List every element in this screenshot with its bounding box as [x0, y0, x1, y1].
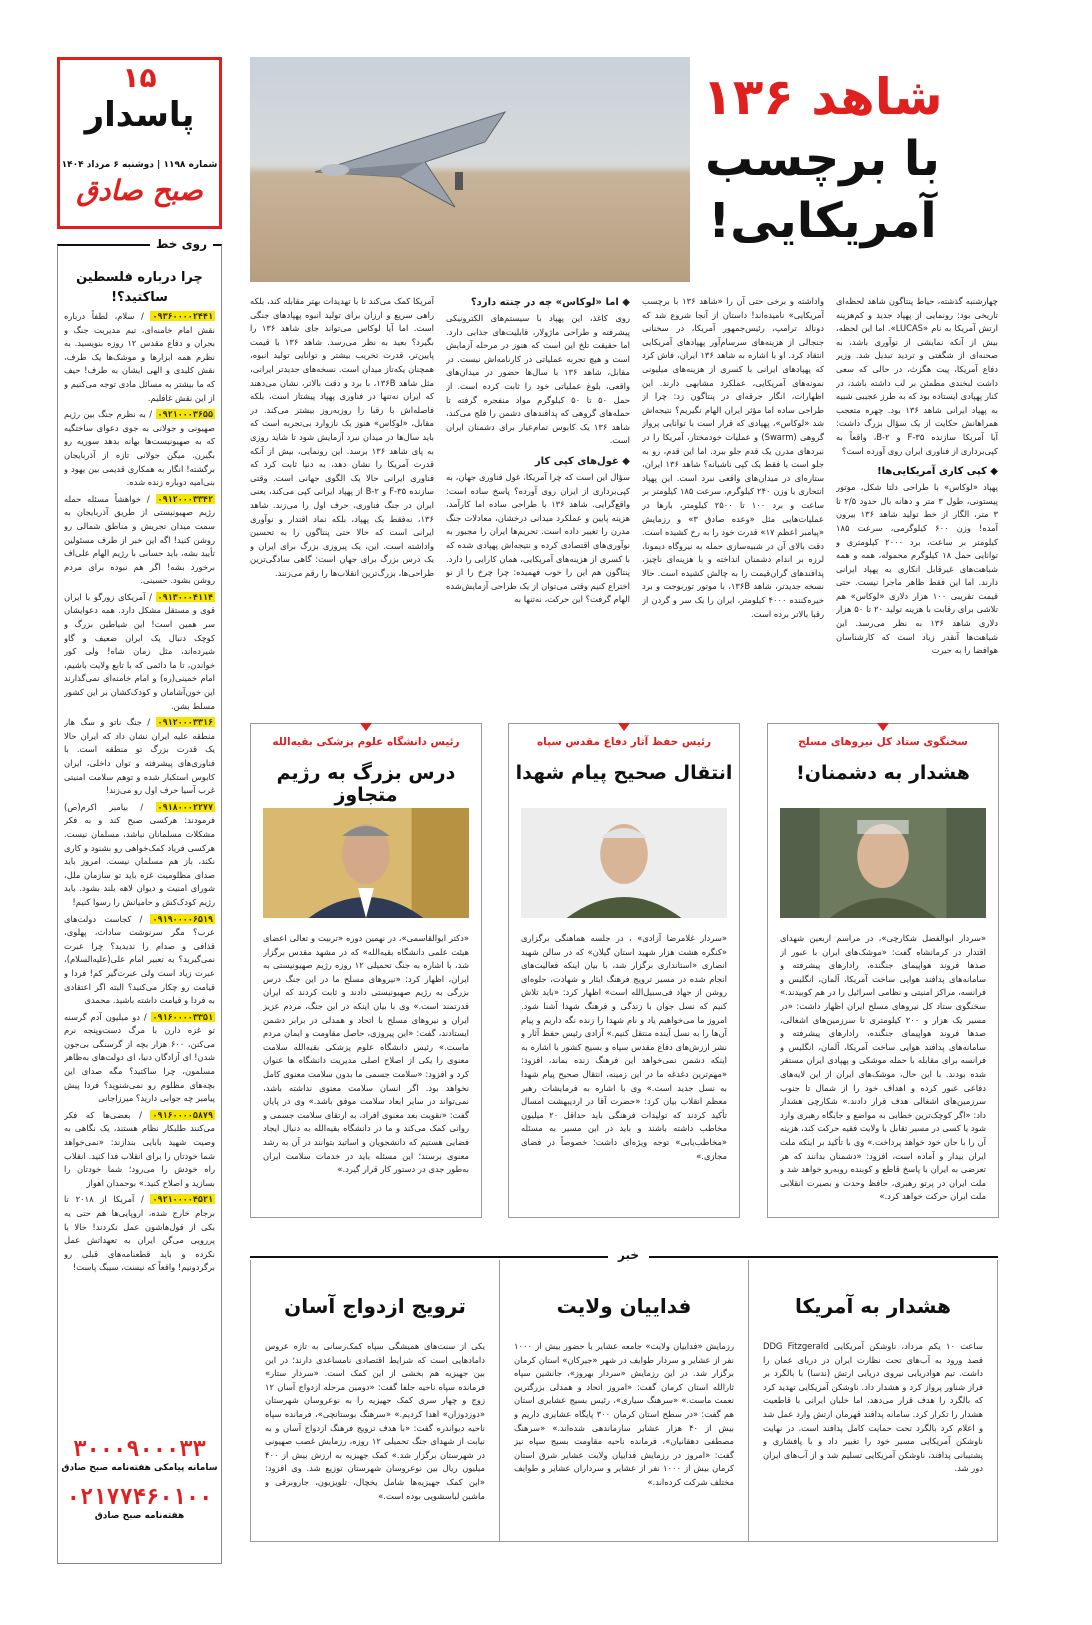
portrait-icon [521, 808, 727, 918]
message-phone: ۰۹۱۲۰۰۰۳۳۱۶ [157, 717, 213, 728]
news-box-2 [508, 723, 740, 1218]
message-text: کجاست دولت‌های عرب؟ مگر سرنوشت سادات، پهلوی، قذافی و صدام را ندیدید؟ چرا عبرت نمی‌گیرید؟ به تعبیر امام علی(علیه‌السلام)، عبرت زیاد است ولی عبرت‌گیر کم! فردا و قیامت رو چکار می‌کنید؟ البته اگر اعتقادی به فردا و قیامت داشته باشید. محمدی [64, 913, 215, 1006]
drone-photo [250, 57, 690, 282]
news-title: ترویج ازدواج آسان [284, 1294, 466, 1318]
news-item-2 [499, 1260, 748, 1542]
masthead [57, 57, 222, 229]
box-title: انتقال صحیح پیام شهدا [515, 762, 733, 784]
message-text: به نظرم جنگ بین رژیم صهیونی و جولانی به جوی دعوای ساختگیه که به صهیونیست‌ها بهانه بدهد سوریه رو بگیرن. میگن جولانی تازه از آذربایجان برگشته! انگار به همکاری قدیمی بین یهود و بنی‌امیه دوباره زنده شده. [64, 409, 215, 488]
drone-icon [305, 82, 515, 222]
message-phone: ۰۹۱۶۰۰۰۰۳۳۵۱ [152, 1011, 214, 1022]
message-phone: ۰۹۲۱۰۰۰۳۶۵۵ [157, 409, 213, 420]
message-text: سلام، لطفاً درباره نقش امام خامنه‌ای، تیم مدیریت جنگ و بحران و دفاع مقدس ۱۲ روزه بنویسید. به نظرم همه ابزارها و موشک‌ها یک طرف، نقش کلیدی و الهی ایشان به طرف! حیف که ما بیشتر به مسائل مادی توجه می‌کنیم و از این نقش غافلیم. [64, 311, 215, 403]
news-item-1 [748, 1260, 998, 1542]
message-text: جنگ ناتو و سگ هار منطقه علیه ایران نشان داد که ایران حالا یک قدرت بزرگ تو منطقه است. با فناوری‌های پیشرفته و توان داخلی، ایران کابوس استکبار شده و توهم سلامت امنیتی غرب آسیا حرف اول رو می‌زند! [64, 717, 215, 796]
subheading-text: کپی کاری آمریکایی‌ها! [877, 466, 987, 478]
message-text: آمریکا از ۲۰۱۸ تا برجام خارج شده، اروپایی‌ها هم حتی یه بکی از قول‌هاشون عمل نکردند! حالا با پررویی می‌گن ایران به تعهداتش عمل نکرده و باید قطعنامه‌های قبلی رو برگردونیم! واقعاً که نیست، سیبگ پاست! [64, 1194, 215, 1273]
message-phone: ۰۹۱۲۰۰۰۳۳۴۲ [157, 493, 213, 504]
phone-label: هفته‌نامه صبح صادق [94, 1511, 185, 1521]
subheading: ◆ کپی کاری آمریکایی‌ها! [877, 466, 998, 478]
reader-column [57, 237, 222, 1564]
reader-message: ۰۹۱۳۰۰۰۴۱۱۴ / آمریکای زورگو با ایران قوی و مستقل مشکل دارد. همه دعوایشان سر همین است! این شیاطین بزرگ و کوچک دنبال یک ایران ضعیف و گاو شیرده‌اند، مثل زمان شاه! ولی کور خواندن، تا ما دائمی که با تابع ولایت باشیم، امام خمینی(ره) و امام خامنه‌ای نمی‌گذارند این خون‌آشامان و کودک‌کشان بر این کشور مسلط بشن. [64, 591, 215, 711]
portrait-photo [521, 808, 727, 918]
headline-line-2: با برچسب [705, 131, 940, 187]
message-text: بیامبر اکرم(ص) فرمودند: هرکسی صبح کند و به فکر مشکلات مسلمانان نباشد، مسلمان نیست. هرکسی فریاد کمک‌خواهی رو بشنود و کاری نکند، باز هم مسلمان نیست. امروز باید صدای مظلومیت غزه باید تو سازمان ملل، شورای امنیت و دیوان لاهه بلند بشود. باید رژیم کودک‌کش و حامیانش را رسوا کنیم! [64, 801, 215, 907]
box-text: «سردار ابوالفضل شکارچی»، در مراسم اربعین شهدای اقتدار در کرمانشاه گفت: «موشک‌های ایران با عبور از صدها فروند هواپیمای جنگنده، رادارهای پیشرفته و سامانه‌های پدافند هوایی ساخت آمریکا، آلمان، انگلیس و فرانسه، مراکز امنیتی و نظامی اسرائیل را در هم کوبیدند.» سخنگوی ستاد کل نیروهای مسلح ایران اظهار داشت: «در مسیر یک هزار و ۲۰۰ کیلومتری تا سرزمین‌های اشغالی، صدها فروند هواپیمای جنگنده، رادارهای پیشرفته و سامانه‌های پدافند هوایی ساخت آمریکا، آلمان، انگلیس و فرانسه برای مقابله با حمله موشکی و پهپادی ایران مستقر شده بودند. با این حال، موشک‌های ایران از این لایه‌های دفاعی عبور کرده و اهداف خود را از شمال تا جنوب سرزمین‌های اشغالی هدف قرار دادند.» شکارچی هشدار داد: «اگر کوچک‌ترین خطایی به مواضع و جایگاه رهبری وارد شود یا کسی در مسیر تقابل با ولایت فقیه حرکت کند، هزینه آن را با جان خود خواهد پرداخت.» وی با تأکید بر اینکه ملت ایران بیدار و آماده است، افزود: «دشمنان بدانند که هر تعرضی به ایران با پاسخ قاطع و کوبنده روبه‌رو خواهد شد و ملت ایران در پرتو رهبری، حافظ وحدت و بصیرت انقلابی ملت ایران حرکت خواهد کرد.» [780, 933, 986, 1202]
article-column-1 [836, 295, 998, 695]
news-title: هشدار به آمریکا [794, 1294, 952, 1318]
portrait-photo [780, 808, 986, 918]
article-text: آمریکا کمک می‌کند تا با تهدیدات بهتر مقابله کند، بلکه راهی سریع و ارزان برای تولید انبوه پهپادهای جنگی است. اما آیا لوکاس می‌تواند جای شاهد ۱۳۶ را بگیرد؟ بعید به نظر می‌رسد. شاهد ۱۳۶ با قیمت پایین‌تر، قدرت تخریب بیشتر و توانایی تولید انبوه، همچنان یکه‌تاز میدان است. نسخه‌های جدیدتر ایرانی، مثل شاهد ۱۳۶B، با برد و دقت بالاتر، نشان می‌دهند که ایران نه‌تنها در فناوری پهپاد پیشتاز است، بلکه فاصله‌اش با رقبا را روزبه‌روز بیشتر می‌کند. در مقابل، «لوکاس» هنوز یک نازوارد بی‌تجربه است که باید سال‌ها در میدان نبرد آزمایش شود تا شاید روزی به پای شاهد ۱۳۶ برسد. این رونمایی، بیش از آنکه قدرت آمریکا را نشان دهد، به دنیا ثابت کرد که فناوری ایرانی حالا یک الگوی جهانی است. وقتی سازنده F-۳۵ و B-۲ از پهپاد ایرانی کپی می‌کند، یعنی ایران در جنگ فناوری، حرف اول را می‌زند. شاهد ۱۳۶، نه‌فقط یک پهپاد، بلکه نماد اقتدار و نوآوری ایرانی است که حالا حتی پنتاگون را به تحسین واداشته است. این، یک پیروزی بزرگ برای ایران و یک درس بزرگ برای جهان است: گاهی سادگی‌ترین طراحی‌ها، بزرگ‌ترین انقلاب‌ها را رقم می‌زنند. [250, 296, 434, 578]
portrait-icon [780, 808, 986, 918]
logo: صبح صادق [76, 174, 203, 207]
message-phone: ۰۹۱۸۰۰۰۲۲۷۷ [157, 801, 213, 812]
article-text: روی کاغذ، این پهپاد با سیستم‌های الکترونیکی پیشرفته و طراحی ماژولار، قابلیت‌های جذابی دارد. اما حقیقت تلخ این است که هنوز در مرحله آزمایش است و هیچ تجربه عملیاتی در کارنامه‌اش نیست. در مقابل، شاهد ۱۳۶ با سال‌ها حضور در میدان‌های واقعی، بلوغ عملیاتی خود را ثابت کرده است. از حمل ۵۰ تا ۵۰ کیلوگرم مواد منفجره گرفته تا حمله‌های گروهی که پدافندهای دشمن را فلج می‌کند، شاهد ۱۳۶ یک کابوس تمام‌عیار برای دشمنان ایران است. [446, 313, 630, 446]
portrait-photo [263, 808, 469, 918]
news-text: ساعت ۱۰ یکم مرداد، ناوشکن آمریکایی DDG Fitzgerald قصد ورود به آب‌های تحت نظارت ایران در دریای عمان را داشت. تیم هوادریایی نیروی دریایی ارتش (ندسا) با بالگرد بر فراز شناور پرواز کرد و هشدار داد. ناوشکن آمریکایی تهدید کرد که بالگرد را هدف قرار می‌دهد، اما خلبان ایرانی با قاطعیت هشدار را تکرار کرد. سامانه پدافند قهرمان ارتش وارد عمل شد و اعلام کرد بالگرد تحت حمایت کامل پدافند است. در نهایت ناوشکن آمریکایی مسیر خود را تغییر داد و با پافشاری و پشتیبانی پدافند، ناوشکن آمریکایی تسلیم شد و از آب‌های ایران دور شد. [763, 1341, 983, 1474]
reader-message: ۰۹۲۱۰۰۰۰۴۵۲۱ / آمریکا از ۲۰۱۸ تا برجام خارج شده، اروپایی‌ها هم حتی یه بکی از قول‌هاشون عمل نکردند! حالا با پررویی می‌گن ایران به تعهداتش عمل نکرده و باید قطعنامه‌های قبلی رو برگردونیم! واقعاً که نیست، سیبگ پاست! [64, 1194, 215, 1273]
message-phone: ۰۹۱۶۰۰۰۰۵۸۷۹ [152, 1109, 213, 1120]
box-marker [360, 723, 372, 731]
article-text: سؤال این است که چرا آمریکا، غول فناوری جهان، به کپی‌برداری از ایران روی آورده؟ پاسخ ساده است: واقع‌گرایی. شاهد ۱۳۶ با طراحی ساده اما کارآمد، هزینه پایین و عملکرد میدانی درخشان، معادلات جنگ مدرن را تغییر داده است. تحریم‌ها ایران را مجبور به نوآوری‌های اقتصادی کرده و نتیجه‌اش پهپادی شده که با کسری از هزینه‌های آمریکایی، همان کارایی را دارد. پنتاگون هم این را خوب فهمیده: چرا چرخ را از نو اختراع کنیم وقتی می‌توان از یک طراحی آزمایش‌شده الهام گرفت؟ این حرکت، نه‌تنها به [446, 471, 630, 605]
article-column-4 [250, 295, 434, 695]
reader-message: ۰۹۱۶۰۰۰۰۵۸۷۹ / بعضی‌ها که فکر می‌کنند طلبکار نظام هستند، یک نگاهی به وصیت شهید بابایی بندازند: «نمی‌خواهد شما خودتان را برای انقلاب فدا کنید. انقلاب راه خودش را می‌رود؛ شما خودتان را بسازید و اصلاح کنید.» بوحمدان اهواز [64, 1109, 215, 1188]
box-caption: سخنگوی ستاد کل نیروهای مسلح [798, 736, 968, 748]
box-text: «سردار غلامرضا آزادی» ، در جلسه هماهنگی برگزاری «کنگره هشت هزار شهید استان گیلان» که در سالن شهید انصاری «استانداری برگزار شد، با بیان اینکه فعالیت‌های انجام شده در مسیر ترویج فرهنگ ایثار و شهادت، جلوه‌ای روشن از جهاد فی‌سبیل‌الله است» اظهار کرد: «باید تلاش کنیم که نسل جوان با زندگی و فرهنگ شهدا آشنا شود. امروز ما می‌خواهیم یاد و نام شهدا را زنده نگه داریم و پیام آن‌ها را به نسل آینده منتقل کنیم.» آزادی رئیس حفظ آثار و نشر ارزش‌های دفاع مقدس سپاه و بسیج کشور با اشاره به اینکه دشمن نمی‌خواهد این فرهنگ زنده بماند، افزود: «مهم‌ترین دغدغه ما در این زمینه، انتقال صحیح پیام شهدا به نسل جدید است.» وی با اشاره به فرمایشات رهبر معظم انقلاب بیان کرد: «حضرت آقا در اردیبهشت امسال تأکید کردند که تولیدات فرهنگی باید حداقل ۲۰ میلیون مخاطب داشته باشند و باید در این مسیر به مسئله «مخاطب‌یابی» توجه ویژه‌ای داشت؛ خصوصاً در فضای مجازی.» [521, 933, 727, 1161]
article-text: واداشته و برخی حتی آن را «شاهد ۱۳۶ با برچسب آمریکایی» نامیده‌اند! داستان از آنجا شروع شد که دونالد ترامپ، رئیس‌جمهور آمریکا، در سخنانی جنجالی از هزینه‌های سرسام‌آور پهپادهای آمریکایی انتقاد کرد. او با اشاره به شاهد ۱۳۶ ایران، فاش کرد که پهپادهای ایرانی با کسری از هزینه‌های میلیونی نمونه‌های آمریکایی، عملکرد مشابهی دارند. این اظهارات، انگار جرقه‌ای در پنتاگون زد: چرا از طراحی ساده اما مؤثر ایران الهام نگیریم؟ نتیجه‌اش شد «لوکاس»، پهپادی که قرار است با توانایی پرواز گروهی (Swarm) و عملیات خودمختار، آمریکا را در نبردهای مدرن یک قدم جلو ببرد. اما این قدم، رو به جلو است یا فقط یک کپی ناشیانه؟ شاهد ۱۳۶ ایران، ستاره‌ای در میدان‌های واقعی نبرد است. این پهپاد انتحاری با وزن ۲۴۰ کیلوگرم، سرعت ۱۸۵ کیلومتر بر ساعت و برد ۱۰۰ تا ۲۵۰۰ کیلومتر، بارها در عملیات‌هایی مثل «وعده صادق ۳» و رزمایش «پیامبر اعظم ۱۷» قدرت خود را به رخ کشیده است. دقت بالای آن در شبیه‌سازی حمله به نیروگاه دیمونا، لرزه بر اندام دشمنان انداخته و با هزینه‌ای ناچیز، پدافندهای گران‌قیمت را به چالش کشیده است. حالا نسخه جدیدتر، شاهد ۱۳۶B، با موتور توربوجت و برد خیره‌کننده ۴۰۰۰ کیلومتر، ایران را یک سر و گردن از رقبا بالاتر برده است. [642, 296, 824, 619]
reader-message: ۰۹۱۲۰۰۰۳۳۴۲ / خواهشاً مسئله حمله رژیم صهیونیستی از طریق آذربایجان به سمت میدان تجریش و مناطق شمالی رو روشن کنید! اگه این خبر از طرف مسئولین تأیید بشه، باید حسابی با رژیم الهام علی‌اف برخورد بشه! اگر هم نبوده برای مردم روشن بشود. حسینی. [64, 493, 215, 586]
message-phone: ۰۹۳۶۰۰۰۰۲۴۴۱ [152, 311, 213, 321]
message-text: بعضی‌ها که فکر می‌کنند طلبکار نظام هستند، یک نگاهی به وصیت شهید بابایی بندازند: «نمی‌خواهد شما خودتان را برای انقلاب فدا کنید. انقلاب راه خودش را می‌رود؛ شما خودتان را بسازید و اصلاح کنید.» بوحمدان اهواز [64, 1109, 215, 1188]
sms-number: ۳۰۰۰۹۰۰۰۳۳ [73, 1437, 206, 1462]
news-text: یکی از سنت‌های همیشگی سپاه کمک‌رسانی به تازه عروس دامادهایی است که شرایط اقتصادی نامساعدی دارند؛ در این بین جهیزیه هم بخشی از این کمک است. «سردار ستار» فرمانده سپاه ناحیه جلفا گفت: «دومین مرحله ازدواج آسان ۱۲ زوج و چهار سری کمک جهیزیه را به نوعروسان شهرستان «دوزدوزان» اهدا کردیم.» «سرهنگ بوستانچی»، فرمانده سپاه ناحیه دیواندره گفت: «با هدف ترویج فرهنگ ازدواج آسان و به نیابت از شهدای جنگ تحمیلی ۱۲ روزه، رزمایش غصب صهیونی در شهرستان برگزار شد.» کمک جهیزیه به ارزش بیش از ۴۰۰ میلیون ریال بین نوعروسان شهرستان توزیع شد. وی افزود: «این کمک جهیزیه‌ها شامل یخچال، تلویزیون، جاروبرقی و ماشین لباسشویی بوده است.» [265, 1341, 485, 1501]
news-header: خبر [608, 1248, 649, 1262]
message-text: آمریکای زورگو با ایران قوی و مستقل مشکل دارد. همه دعوایشان سر همین است! این شیاطین بزرگ و کوچک دنبال یک ایران ضعیف و گاو شیرده‌اند، مثل زمان شاه! ولی کور خواندن، تا ما دائمی که با تابع ولایت باشیم، امام خمینی(ره) و امام خامنه‌ای نمی‌گذارند این خون‌آشامان و کودک‌کشان بر این کشور مسلط بشن. [64, 591, 215, 711]
box-caption: رئیس حفظ آثار دفاع مقدس سپاه [536, 736, 712, 748]
message-phone: ۰۹۱۹۰۰۰۰۶۵۱۹ [152, 913, 213, 924]
message-phone: ۰۹۲۱۰۰۰۰۴۵۲۱ [152, 1194, 213, 1205]
reader-message: ۰۹۱۲۰۰۰۳۳۱۶ / جنگ ناتو و سگ هار منطقه علیه ایران نشان داد که ایران حالا یک قدرت بزرگ تو منطقه است. با فناوری‌های پیشرفته و توان داخلی، ایران کابوس استکبار شده و توهم سلامت امنیتی غرب آسیا حرف اول رو می‌زند! [64, 717, 215, 796]
news-box-1 [767, 723, 999, 1218]
portrait-icon [263, 808, 469, 918]
reader-column-title: چرا درباره فلسطین ساکتید؟! [76, 270, 203, 305]
reader-message: ۰۹۱۹۰۰۰۰۶۵۱۹ / کجاست دولت‌های عرب؟ مگر سرنوشت سادات، پهلوی، قذافی و صدام را ندیدید؟ چرا عبرت نمی‌گیرید؟ به تعبیر امام علی(علیه‌السلام)، عبرت زیاد است ولی عبرت‌گیر کم! فردا و قیامت رو چکار می‌کنید؟ البته اگر اعتقادی به فردا و قیامت داشته باشید. محمدی [64, 913, 215, 1006]
article-text: پهپاد «لوکاس» با طراحی دلتا شکل، موتور پیستونی، طول ۳ متر و دهانه بال حدود ۲/۵ تا ۳ متر، الگار از خط تولید شاهد ۱۳۶ بیرون آمده! وزن ۶۰۰ کیلوگرمی، سرعت ۱۸۵ کیلومتر بر ساعت، برد ۲۰۰۰ کیلومتری و توانایی حمل ۱۸ کیلوگرم محموله، همه و همه شباهت‌های غیرقابل انکاری به پهپاد ایرانی دارند. اما این فقط ظاهر ماجرا نیست. حتی قیمت تقریبی ۱۰۰ هزار دلاری «لوکاس» هم تلاشی برای رقابت با هزینه تولید ۲۰ تا ۵۰ هزار دلاری شاهد ۱۳۶ به نظر می‌رسد. این شباهت‌ها آنقدر زیاد است که کارشناسان هوافضا را به حیرت [836, 482, 998, 656]
article-text: چهارشنبه گذشته، حیاط پنتاگون شاهد لحظه‌ای تاریخی بود: رونمایی از پهپاد جدید و کم‌هزینه ارتش آمریکا به نام «LUCAS». اما این لحظه، بیش از آنکه نمایشی از نوآوری باشد، به صحنه‌ای از شگفتی و تردید تبدیل شد. وزیر دفاع آمریکا، پیت هگزث، در حالی که سعی داشت لبخندی مطمئن بر لب داشته باشد، در کنار پهپادی ایستاده بود که به طرز عجیبی شبیه به پهپاد ایرانی شاهد ۱۳۶ بود. چهره متعجب همراهانش حکایت از یک سؤال بزرگ داشت: آیا آمریکا سازنده ۳۵-F و ۲-B، واقعاً به کپی‌برداری از فناوری ایران روی آورده است؟ [836, 296, 998, 456]
box-caption: رئیس دانشگاه علوم پزشکی بقیه‌الله [272, 736, 460, 748]
message-text: دو میلیون آدم گرسنه تو غزه دارن با مرگ دست‌وپنجه نرم می‌کنن، ۶۰۰ هزار بچه از گرسنگی بی‌جون شدن! ای آزادگان دنیا، ای دولت‌های به‌ظاهر مسلمون، چرا ساکتید؟ مگه صدای این بچه‌های مظلوم رو نمی‌شنوید؟ فردا پیش پیامبر چه جوابی دارید؟ میرزاجانی [64, 1011, 215, 1104]
message-text: خواهشاً مسئله حمله رژیم صهیونیستی از طریق آذربایجان به سمت میدان تجریش و مناطق شمالی رو روشن کنید! اگه این خبر از طرف مسئولین تأیید بشه، باید حسابی با رژیم الهام علی‌اف برخورد بشه! اگر هم نبوده برای مردم روشن بشود. حسینی. [64, 493, 215, 586]
reader-message: ۰۹۱۶۰۰۰۰۳۳۵۱ / دو میلیون آدم گرسنه تو غزه دارن با مرگ دست‌وپنجه نرم می‌کنن، ۶۰۰ هزار بچه از گرسنگی بی‌جون شدن! ای آزادگان دنیا، ای دولت‌های به‌ظاهر مسلمون، چرا ساکتید؟ مگه صدای این بچه‌های مظلوم رو نمی‌شنوید؟ فردا پیش پیامبر چه جوابی دارید؟ میرزاجانی [64, 1011, 215, 1104]
subheading-text: اما «لوکاس» چه در چنته دارد؟ [470, 297, 619, 308]
issue-info: شماره ۱۱۹۸ | دوشنبه ۶ مرداد ۱۴۰۴ [61, 160, 218, 170]
news-box-3 [250, 723, 482, 1218]
box-text: «دکتر ابوالقاسمی»، در نهمین دوره «تربیت و تعالی اعضای هیئت علمی دانشگاه بقیه‌الله» که در مشهد مقدس برگزار شد، با اشاره به جنگ تحمیلی ۱۲ روزه رژیم صهیونیستی به ایران، اظهار کرد: «نیروهای مسلح ما در این جنگ درس بزرگی به رژیم صهیونیستی دادند و ثابت کردند که ایران قدرتمند است.» وی با بیان اینکه در این جنگ، مردم عزیز ایران و نیروهای مسلح با اتحاد و همدلی در برابر دشمن ایستادند، گفت: «این پیروزی، حاصل مقاومت و ایمان مردم ماست.» رئیس دانشگاه علوم پزشکی بقیه‌الله سلامت معنوی را یکی از اصلاح اصلی مدیریت دانشگاه ها عنوان کرد و افزود: «سلامت جسمی ما بدون سلامت معنوی کامل نخواهد بود. اگر انسان سلامت معنوی نداشته باشد، نمی‌تواند در سایر ابعاد سلامت موفق باشد.» وی در پایان گفت: «تقویت بعد معنوی افراد، به ارتقای سلامت جسمی و روانی کمک می‌کند و ما در دانشگاه بقیه‌الله به دنبال ایجاد فضایی هستیم که دانشجویان و اساتید بتوانند در آن به رشد معنوی برسند؛ این مسئله باید در خدمات سلامت ایران به‌طور جدی در دستور کار قرار گیرد.» [263, 933, 469, 1175]
subheading: ◆ غول‌های کپی کار [534, 455, 630, 467]
main-headline [700, 66, 945, 252]
box-title: درس بزرگ به رژیم متجاوز [276, 762, 456, 806]
box-marker [618, 723, 630, 731]
headline-line-1: شاهد ۱۳۶ [702, 68, 943, 126]
subheading: ◆ اما «لوکاس» چه در چنته دارد؟ [470, 297, 630, 308]
headline-line-3: آمریکایی! [708, 193, 937, 249]
reader-messages [64, 310, 215, 1410]
section-name: پاسدار [84, 95, 195, 135]
box-marker [877, 723, 889, 731]
reader-column-header: روی خط [150, 237, 213, 251]
message-phone: ۰۹۱۳۰۰۰۴۱۱۴ [157, 591, 213, 602]
reader-message: ۰۹۱۸۰۰۰۲۲۷۷ / بیامبر اکرم(ص) فرمودند: هرکسی صبح کند و به فکر مشکلات مسلمانان نباشد، مسلمان نیست. هرکسی فریاد کمک‌خواهی رو بشنود و کاری نکند، باز هم مسلمان نیست. امروز باید صدای مظلومیت غزه باید تو سازمان ملل، شورای امنیت و دیوان لاهه بلند بشود. باید رژیم کودک‌کش و حامیانش را رسوا کنیم! [64, 801, 215, 907]
article-column-3 [446, 295, 630, 695]
news-title: فداییان ولایت [556, 1294, 692, 1318]
news-text: رزمایش «فداییان ولایت» جامعه عشایر با حضور بیش از ۱۰۰۰ نفر از عشایر و سردار طوایف در شهر «جیرکان» استان کرمان برگزار شد. در این رزمایش «سردار بهروز»، جانشین سپاه ثارالله استان کرمان گفت: «امروز اتحاد و همدلی بزرگترین نعمت ماست.» «سرهنگ سیاری»، رئیس بسیج عشایری استان هم گفت: «در سطح استان کرمان ۳۰۰ پایگاه عشایری داریم و بیش از ۴۰ هزار عشایر سازماندهی شده‌اند.» «سرهنگ مصطفی دهقانیان»، فرمانده ناحیه مقاومت بسیج سپاه نیز گفت: «امروز در رزمایش فداییان ولایت عشایر شرق استان کرمان بیش از ۱۰۰۰ نفر از عشایر و سرداران عشایر و طوایف مختلف شرکت کرده‌اند.» [514, 1341, 734, 1487]
article-column-2 [642, 295, 824, 695]
sms-label: سامانه پیامکی هفته‌نامه صبح صادق [61, 1463, 218, 1473]
phone-number: ۰۲۱۷۷۴۶۰۱۰۰ [66, 1485, 213, 1510]
news-item-3 [250, 1260, 499, 1542]
box-title: هشدار به دشمنان! [796, 762, 970, 784]
page-number: ۱۵ [122, 61, 157, 94]
reader-message: ۰۹۳۶۰۰۰۰۲۴۴۱ / سلام، لطفاً درباره نقش امام خامنه‌ای، تیم مدیریت جنگ و بحران و دفاع مقدس ۱۲ روزه بنویسید. به نظرم همه ابزارها و موشک‌ها یک طرف، نقش کلیدی و الهی ایشان به طرف! حیف که ما بیشتر به مسائل مادی توجه می‌کنیم و از این نقش غافلیم. [64, 311, 215, 403]
subheading-text: غول‌های کپی کار [534, 455, 619, 467]
reader-message: ۰۹۲۱۰۰۰۳۶۵۵ / به نظرم جنگ بین رژیم صهیونی و جولانی به جوی دعوای ساختگیه که به صهیونیست‌ها بهانه بدهد سوریه رو بگیرن. میگن جولانی تازه از آذربایجان برگشته! انگار به همکاری قدیمی بین یهود و بنی‌امیه دوباره زنده شده. [64, 409, 215, 488]
